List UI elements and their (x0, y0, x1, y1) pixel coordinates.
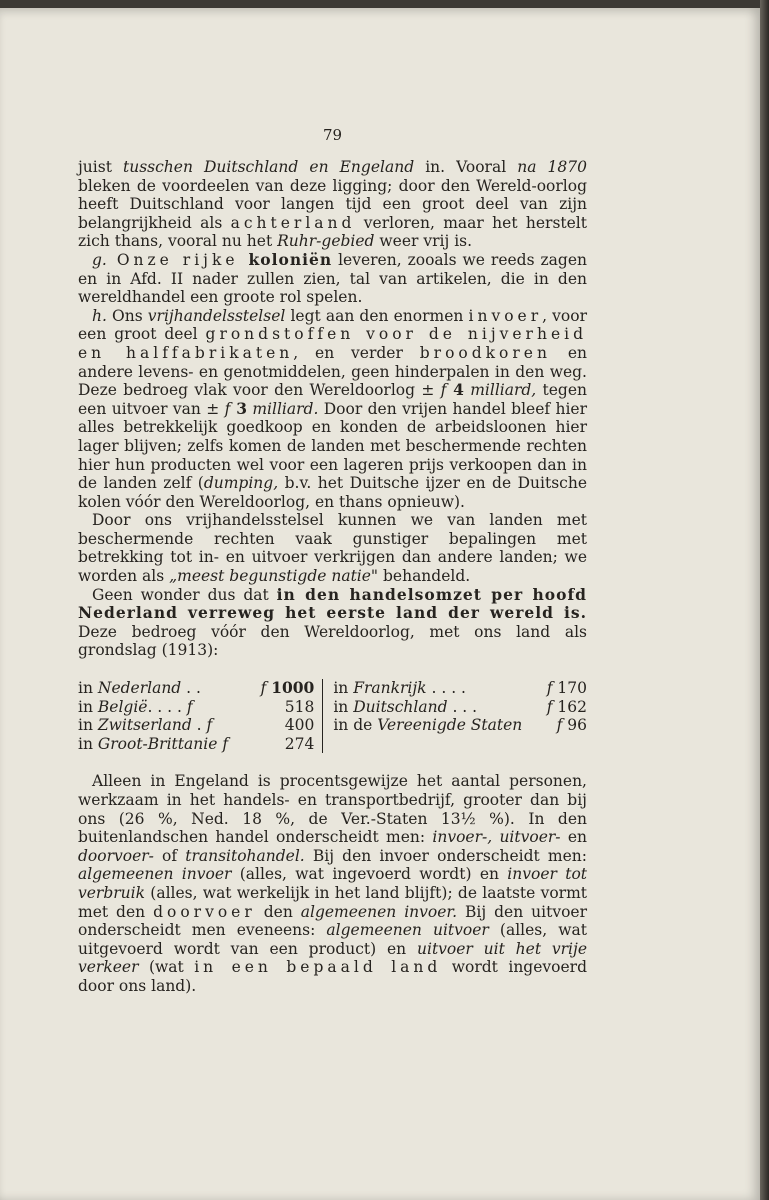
page-edge (760, 0, 769, 1200)
paragraph-3: Geen wonder dus dat in den handelsomzet per hoofd Nederland verreweg het eerste land der wereld is. Deze bedroeg vóór den Wereldoorlog, met ons land als grondslag (1913): (78, 584, 587, 660)
page-number: 79 (322, 126, 343, 144)
table-row: in België. . . . f 518 (78, 697, 315, 716)
table-row: in Duitschland . . . f 162 (333, 697, 587, 716)
table-row: in Frankrijk . . . . f 170 (333, 679, 587, 698)
trade-table (78, 679, 587, 753)
trade-table-right (323, 679, 587, 753)
table-row: in Groot-Brittanie f 274 (78, 734, 315, 753)
trade-table-left (78, 679, 323, 753)
paragraph-h: h. Ons vrijhandelsstelsel legt aan den enormen invoer, voor een groot deel grondstoffen voor de nijverheid en halffabrikaten, en verder broodkoren en andere levens- en genotmiddelen, geen hinderpalen in den weg. Deze bedroeg vlak voor den Wereldoorlog ± f 4 milliard, tegen een uitvoer van ± f 3 milliard. Door den vrijen handel bleef hier alles betrekkelijk goedkoop en konden de arbeidsloonen hier lager blijven; zelfs komen de landen met beschermende rechten hier hun producten wel voor een lageren prijs verkoopen dan in de landen zelf (dumping, b.v. het Duitsche ijzer en de Duitsche kolen vóór den Wereldoorlog, en thans opnieuw). (78, 306, 587, 511)
paragraph-g: g. Onze rijke koloniën leveren, zooals we reeds zagen en in Afd. II nader zullen zien, tal van artikelen, die in den wereldhandel een groote rol spelen. (78, 249, 587, 307)
table-row: in Nederland . . f 1000 (78, 678, 315, 698)
table-row: in Zwitserland . f 400 (78, 716, 315, 735)
table-row: in de Vereenigde Staten f 96 (333, 716, 587, 735)
paragraph-4: Alleen in Engeland is procentsgewijze het aantal personen, werkzaam in het handels- en transportbedrijf, grooter dan bij ons (26 %, Ned. 18 %, de Ver.-Staten 13½ %). In den buitenlandschen handel onderscheidt men: invoer-, uitvoer- en doorvoer- of transitohandel. Bij den invoer onderscheidt men: algemeenen invoer (alles, wat ingevoerd wordt) en invoer tot verbruik (alles, wat werkelijk in het land blijft); de laatste vormt met den doorvoer den algemeenen invoer. Bij den uitvoer onderscheidt men eveneens: algemeenen uitvoer (alles, wat uitgevoerd wordt van een product) en uitvoer uit het vrije verkeer (wat in een bepaald land wordt ingevoerd door ons land). (78, 772, 588, 995)
page-body (78, 158, 587, 996)
paragraph-2: Door ons vrijhandelsstelsel kunnen we van landen met beschermende rechten vaak gunstiger bepalingen met betrekking tot in- en uitvoer verkrijgen dan andere landen; we worden als „meest begunstigde natie" behandeld. (78, 511, 587, 586)
paragraph-1: juist tusschen Duitschland en Engeland in. Vooral na 1870 bleken de voordeelen van deze ligging; door den Wereld-oorlog heeft Duitschland voor langen tijd een groot deel van zijn belangrijkheid als achterland verloren, maar het herstelt zich thans, vooral nu het Ruhr-gebied weer vrij is. (78, 158, 587, 251)
